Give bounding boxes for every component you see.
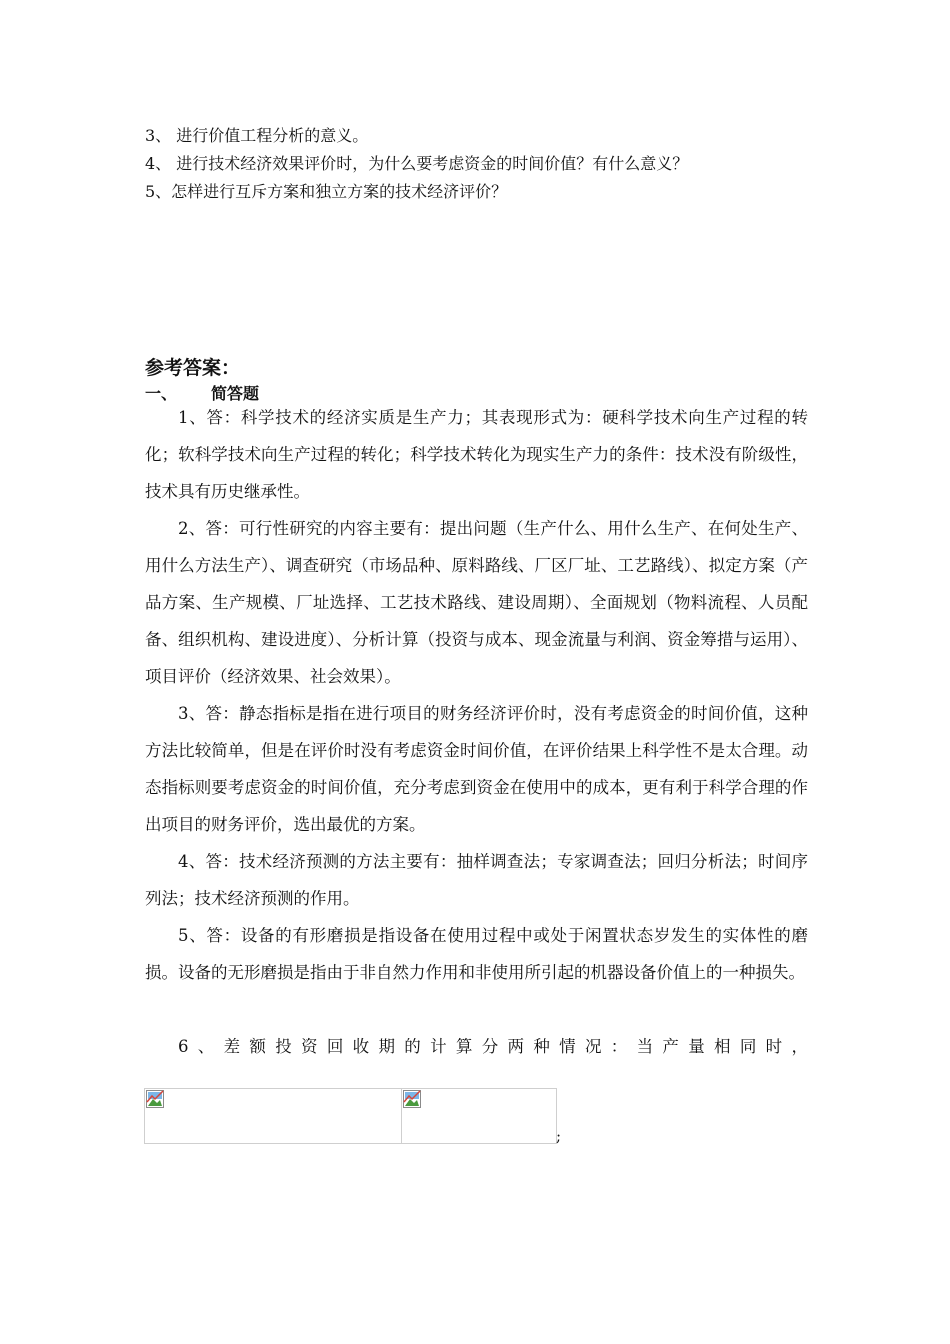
section-number: 一、: [145, 384, 178, 403]
trailing-semicolon: ;: [556, 1127, 562, 1145]
answer-2: 2、答：可行性研究的内容主要有：提出问题（生产什么、用什么生产、在何处生产、用什么方法生产）、调查研究（市场品种、原料路线、厂区厂址、工艺路线）、拟定方案（产品方案、生产规模、厂址选择、工艺技术路线、建设周期）、全面规划（物料流程、人员配备、组织机构、建设进度）、分析计算（投资与成本、现金流量与利润、资金筹措与运用）、项目评价（经济效果、社会效果）。: [145, 519, 808, 686]
section-title: 简答题: [211, 384, 260, 403]
reference-answers-title: 参考答案：: [145, 357, 241, 379]
answer-4: 4、答：技术经济预测的方法主要有：抽样调查法；专家调查法；回归分析法；时间序列法；技术经济预测的作用。: [145, 852, 808, 908]
question-3: 3、 进行价值工程分析的意义。: [145, 126, 369, 145]
answer-1: 1、答：科学技术的经济实质是生产力；其表现形式为：硬科学技术向生产过程的转化；软科学技术向生产过程的转化；科学技术转化为现实生产力的条件：技术没有阶级性，技术具有历史继承性。: [145, 408, 808, 501]
question-5: 5、怎样进行互斥方案和独立方案的技术经济评价？: [145, 182, 508, 201]
answer-3: 3、答：静态指标是指在进行项目的财务经济评价时，没有考虑资金的时间价值，这种方法比较简单，但是在评价时没有考虑资金时间价值，在评价结果上科学性不是太合理。动态指标则要考虑资金的时间价值，充分考虑到资金在使用中的成本，更有利于科学合理的作出项目的财务评价，选出最优的方案。: [145, 704, 808, 834]
question-4: 4、 进行技术经济效果评价时，为什么要考虑资金的时间价值？有什么意义？: [145, 154, 689, 173]
broken-image-icon: [403, 1090, 421, 1108]
broken-image-icon: [146, 1090, 164, 1108]
formula-image-1: [144, 1088, 403, 1144]
formula-image-2: [401, 1088, 557, 1144]
answer-6: 6、差额投资回收期的计算分两种情况：当产量相同时，: [178, 1037, 808, 1056]
answer-5: 5、答：设备的有形磨损是指设备在使用过程中或处于闲置状态岁发生的实体性的磨损。设备的无形磨损是指由于非自然力作用和非使用所引起的机器设备价值上的一种损失。: [145, 926, 808, 982]
